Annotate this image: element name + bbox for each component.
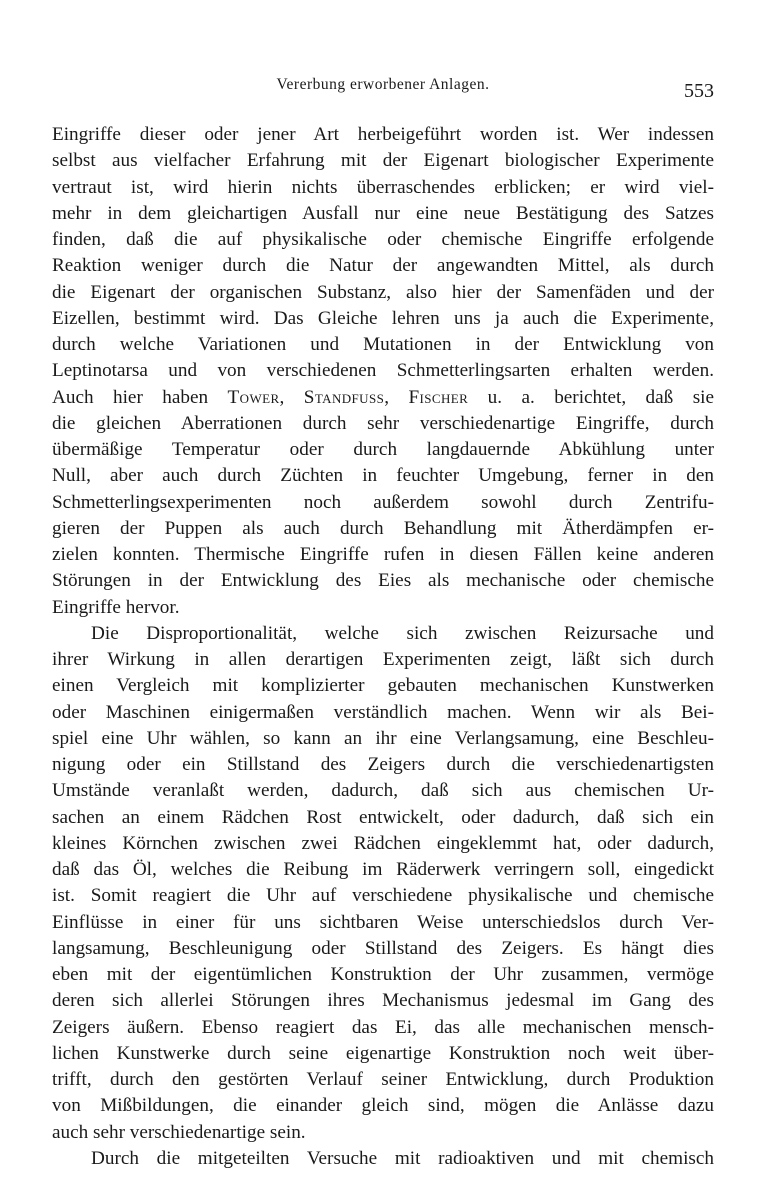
text-line: Durch die mitgeteilten Versuche mit radioaktiven und mit chemisch xyxy=(91,1147,714,1169)
text-line: Störungen in der Entwicklung des Eies als mechanische oder chemische xyxy=(52,570,714,592)
body-text xyxy=(52,122,714,1172)
text-line: Zeigers äußern. Ebenso reagiert das Ei, das alle mechanischen mensch- xyxy=(52,1016,714,1038)
text-line: die gleichen Aberrationen durch sehr verschiedenartige Eingriffe, durch xyxy=(52,412,714,434)
text-run: u. a. berichtet, daß sie xyxy=(468,386,715,408)
text-line: Leptinotarsa und von verschiedenen Schmetterlingsarten erhalten werden. xyxy=(52,360,714,382)
text-line: Schmetterlingsexperimenten noch außerdem sowohl durch Zentrifu- xyxy=(52,491,714,513)
page-number: 553 xyxy=(684,80,714,102)
text-line: spiel eine Uhr wählen, so kann an ihr eine Verlangsamung, eine Beschleu- xyxy=(52,727,714,749)
text-line: Eizellen, bestimmt wird. Das Gleiche lehren uns ja auch die Experimente, xyxy=(52,307,714,329)
text-line: einen Vergleich mit komplizierter gebauten mechanischen Kunstwerken xyxy=(52,675,714,697)
text-line: daß das Öl, welches die Reibung im Räderwerk verringern soll, eingedickt xyxy=(52,859,714,880)
text-line: Eingriffe dieser oder jener Art herbeigeführt worden ist. Wer indessen xyxy=(52,124,714,145)
text-line: eben mit der eigentümlichen Konstruktion der Uhr zusammen, vermöge xyxy=(52,964,714,985)
text-line: trifft, durch den gestörten Verlauf seiner Entwicklung, durch Produktion xyxy=(52,1069,714,1090)
running-title: Vererbung erworbener Anlagen. xyxy=(276,76,490,93)
text-line xyxy=(52,385,714,411)
text-line: durch welche Variationen und Mutationen in der Entwicklung von xyxy=(52,334,714,355)
author-name: Standfuss xyxy=(303,386,385,408)
author-name: Tower xyxy=(227,386,280,408)
text-line: kleines Körnchen zwischen zwei Rädchen eingeklemmt hat, oder dadurch, xyxy=(52,832,714,854)
text-line: Eingriffe hervor. xyxy=(52,596,180,618)
text-line: auch sehr verschiedenartige sein. xyxy=(52,1121,306,1143)
text-line: von Mißbildungen, die einander gleich sind, mögen die Anlässe dazu xyxy=(52,1095,714,1117)
text-line: sachen an einem Rädchen Rost entwickelt, oder dadurch, daß sich ein xyxy=(52,806,714,828)
text-line: selbst aus vielfacher Erfahrung mit der Eigenart biologischer Experimente xyxy=(52,150,714,172)
text-line: oder Maschinen einigermaßen verständlich machen. Wenn wir als Bei- xyxy=(52,701,714,723)
text-line: ihrer Wirkung in allen derartigen Experimenten zeigt, läßt sich durch xyxy=(52,649,714,670)
text-line: finden, daß die auf physikalische oder chemische Eingriffe erfolgende xyxy=(52,229,714,250)
text-line: ist. Somit reagiert die Uhr auf verschiedene physikalische und chemische xyxy=(52,885,714,907)
text-line: Umstände veranlaßt werden, dadurch, daß sich aus chemischen Ur- xyxy=(52,780,714,802)
text-run: Auch hier haben xyxy=(52,386,228,408)
text-line: übermäßige Temperatur oder durch langdauernde Abkühlung unter xyxy=(52,439,714,460)
text-line: vertraut ist, wird hierin nichts überraschendes erblicken; er wird viel- xyxy=(52,176,714,198)
text-line: nigung oder ein Stillstand des Zeigers durch die verschiedenartigsten xyxy=(52,754,714,775)
author-name: Fischer xyxy=(408,386,469,408)
text-line: Reaktion weniger durch die Natur der angewandten Mittel, als durch xyxy=(52,255,714,277)
text-run: , xyxy=(279,386,304,408)
text-run: , xyxy=(384,386,409,408)
text-line: zielen konnten. Thermische Eingriffe rufen in diesen Fällen keine anderen xyxy=(52,544,714,565)
text-line: langsamung, Beschleunigung oder Stillstand des Zeigers. Es hängt dies xyxy=(52,937,714,959)
text-line: deren sich allerlei Störungen ihres Mechanismus jedesmal im Gang des xyxy=(52,990,714,1012)
running-head xyxy=(52,76,714,106)
text-line: lichen Kunstwerke durch seine eigenartige Konstruktion noch weit über- xyxy=(52,1042,714,1064)
text-line: mehr in dem gleichartigen Ausfall nur eine neue Bestätigung des Satzes xyxy=(52,202,714,224)
text-line: die Eigenart der organischen Substanz, also hier der Samenfäden und der xyxy=(52,281,714,303)
text-line: Null, aber auch durch Züchten in feuchter Umgebung, ferner in den xyxy=(52,465,714,487)
text-line: gieren der Puppen als auch durch Behandlung mit Ätherdämpfen er- xyxy=(52,517,714,539)
text-line: Einflüsse in einer für uns sichtbaren Weise unterschiedslos durch Ver- xyxy=(52,911,714,933)
text-line: Die Disproportionalität, welche sich zwischen Reizursache und xyxy=(91,622,714,644)
